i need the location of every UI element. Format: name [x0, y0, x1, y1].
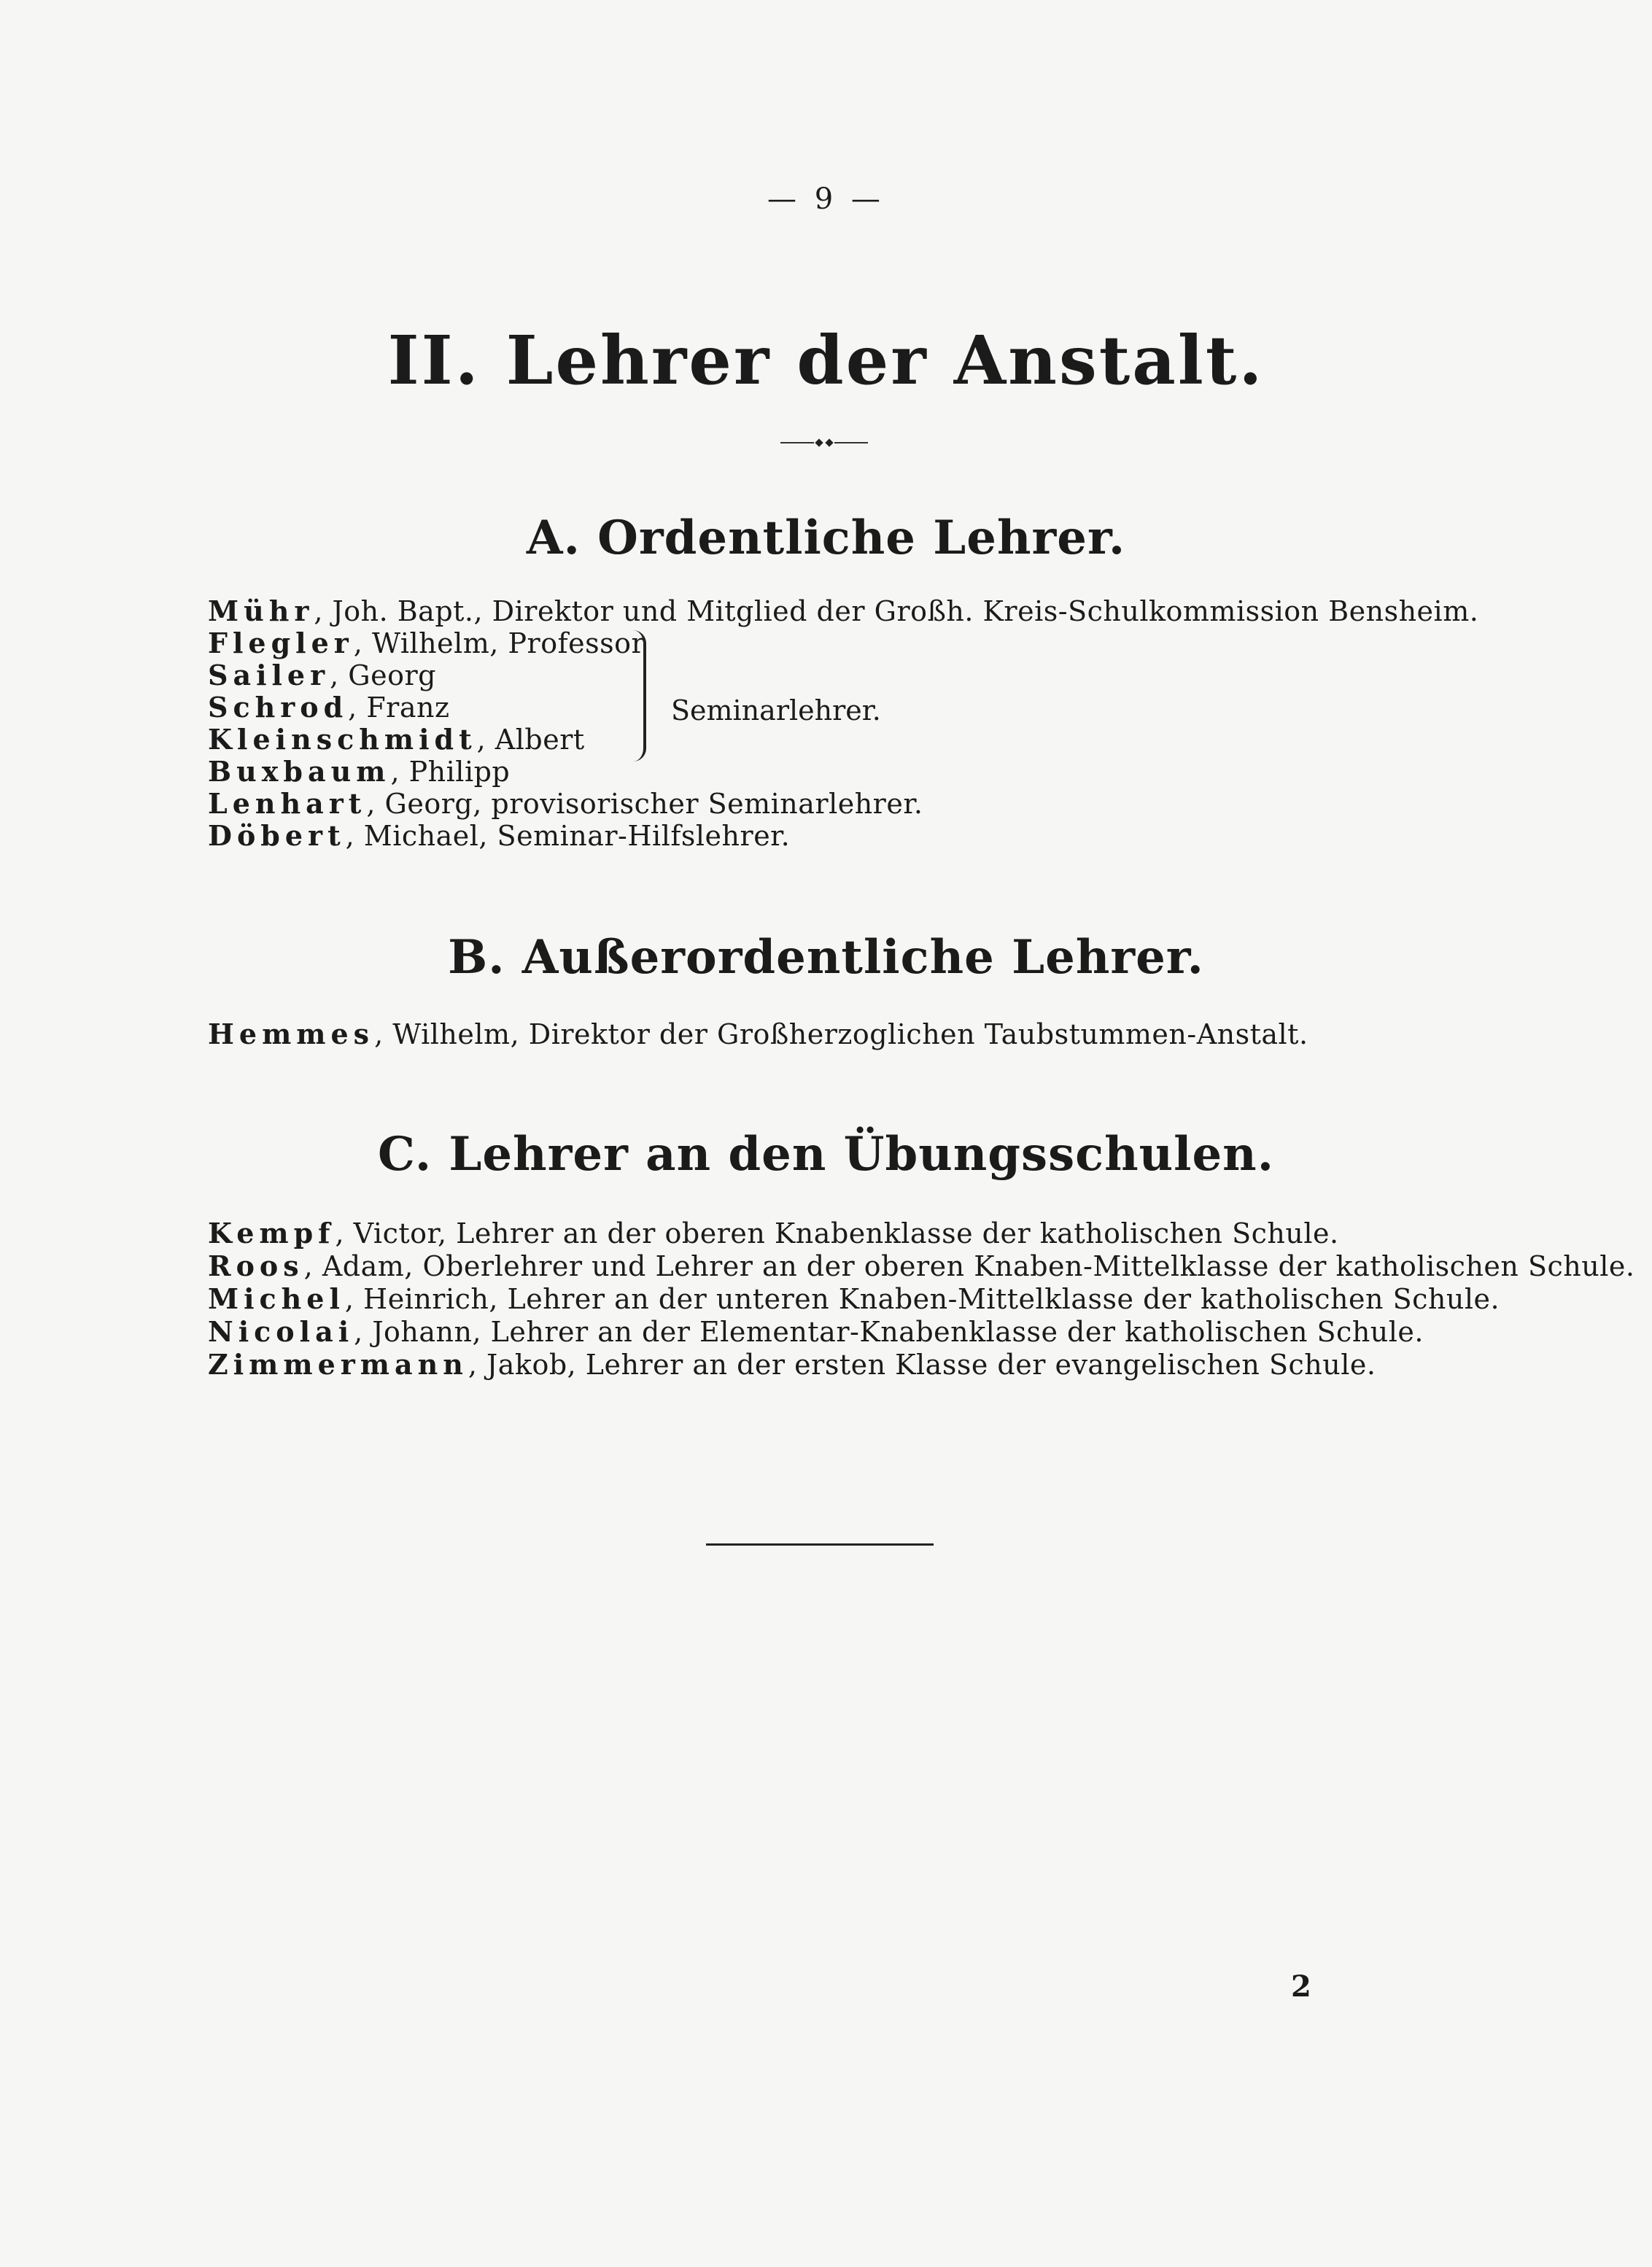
group-label: Seminarlehrer. — [671, 694, 881, 726]
list-item: Zimmermann, Jakob, Lehrer an der ersten Klasse der evangelischen Schule. — [208, 1348, 1376, 1381]
group-brace — [633, 630, 646, 762]
list-item: Kempf, Victor, Lehrer an der oberen Knabenklasse der katholischen Schule. — [208, 1217, 1339, 1249]
ornament-divider — [780, 441, 868, 444]
list-item: Döbert, Michael, Seminar-Hilfslehrer. — [208, 819, 791, 852]
section-a-heading: A. Ordentliche Lehrer. — [526, 511, 1126, 565]
list-item: Lenhart, Georg, provisorischer Seminarlehrer. — [208, 787, 923, 820]
list-item: Buxbaum, Philipp — [208, 755, 511, 788]
section-b-heading: B. Außerordentliche Lehrer. — [448, 930, 1204, 985]
list-item: Mühr, Joh. Bapt., Direktor und Mitglied der Großh. Kreis-Schulkommission Bensheim. — [208, 594, 1479, 627]
list-item: Kleinschmidt, Albert — [208, 723, 585, 756]
list-item: Sailer, Georg — [208, 659, 437, 691]
section-c-heading: C. Lehrer an den Übungsschulen. — [378, 1127, 1274, 1182]
list-item: Hemmes, Wilhelm, Direktor der Großherzoglichen Taubstummen-Anstalt. — [208, 1018, 1308, 1050]
signature-number: 2 — [1291, 1969, 1311, 2004]
list-item: Flegler, Wilhelm, Professor — [208, 627, 645, 659]
page-number: — 9 — — [767, 182, 885, 216]
list-item: Roos, Adam, Oberlehrer und Lehrer an der oberen Knaben-Mittelklasse der katholischen Schule. — [208, 1249, 1635, 1282]
page-title: II. Lehrer der Anstalt. — [387, 321, 1265, 400]
list-item: Schrod, Franz — [208, 691, 450, 724]
list-item: Michel, Heinrich, Lehrer an der unteren Knaben-Mittelklasse der katholischen Schule. — [208, 1282, 1500, 1315]
list-item: Nicolai, Johann, Lehrer an der Elementar-Knabenklasse der katholischen Schule. — [208, 1315, 1424, 1348]
end-rule — [706, 1543, 934, 1546]
